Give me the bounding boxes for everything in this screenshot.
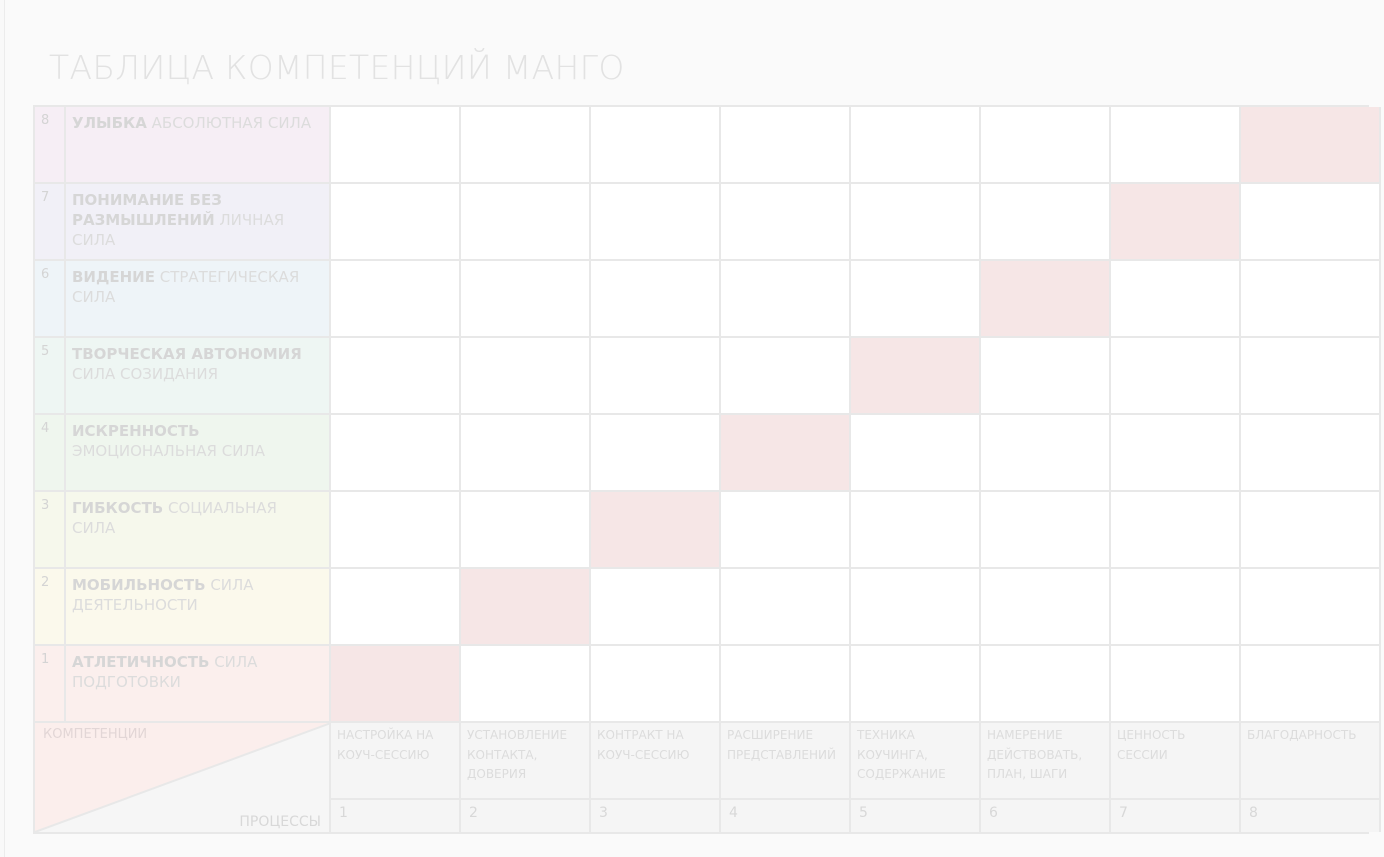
- competency-number: 7: [35, 184, 66, 261]
- process-number: 3: [591, 800, 721, 832]
- matrix-cell: [461, 569, 591, 646]
- competency-number: 2: [35, 569, 66, 646]
- competency-subtitle: СИЛА СОЗИДАНИЯ: [72, 365, 219, 383]
- process-label: НАМЕРЕНИЕ ДЕЙСТВОВАТЬ, ПЛАН, ШАГИ: [981, 723, 1111, 800]
- matrix-cell: [981, 569, 1111, 646]
- matrix-cell: [331, 261, 461, 338]
- matrix-cell: [721, 646, 851, 723]
- matrix-cell: [331, 415, 461, 492]
- competency-label: [66, 569, 331, 646]
- competency-label: [66, 261, 331, 338]
- matrix-cell: [851, 415, 981, 492]
- competency-label: [66, 415, 331, 492]
- page: [4, 0, 1384, 857]
- matrix-cell: [721, 569, 851, 646]
- competency-name: МОБИЛЬНОСТЬ: [72, 576, 206, 594]
- matrix-cell: [591, 569, 721, 646]
- competency-subtitle: ЛИЧНАЯ СИЛА: [72, 211, 285, 249]
- matrix-cell: [591, 184, 721, 261]
- matrix-cell: [1241, 261, 1381, 338]
- matrix-cell: [461, 646, 591, 723]
- matrix-cell: [981, 261, 1111, 338]
- competency-name: ПОНИМАНИЕ БЕЗ РАЗМЫШЛЕНИЙ: [72, 191, 222, 229]
- matrix-cell: [1241, 184, 1381, 261]
- matrix-cell: [1241, 338, 1381, 415]
- process-label: БЛАГОДАРНОСТЬ: [1241, 723, 1381, 800]
- table-corner: [35, 723, 331, 832]
- matrix-cell: [851, 646, 981, 723]
- competency-subtitle: СИЛА ПОДГОТОВКИ: [72, 653, 258, 691]
- matrix-cell: [331, 569, 461, 646]
- competency-number: 1: [35, 646, 66, 723]
- competency-label: [66, 338, 331, 415]
- competency-name: ТВОРЧЕСКАЯ АВТОНОМИЯ: [72, 345, 302, 363]
- matrix-cell: [851, 569, 981, 646]
- competency-label: [66, 107, 331, 184]
- matrix-cell: [1111, 492, 1241, 569]
- matrix-cell: [851, 261, 981, 338]
- competency-label: [66, 184, 331, 261]
- process-number: 6: [981, 800, 1111, 832]
- matrix-cell: [591, 646, 721, 723]
- matrix-cell: [851, 184, 981, 261]
- competency-subtitle: СТРАТЕГИЧЕСКАЯ СИЛА: [72, 268, 300, 306]
- competency-number: 3: [35, 492, 66, 569]
- process-label: НАСТРОЙКА НА КОУЧ-СЕССИЮ: [331, 723, 461, 800]
- competency-subtitle: АБСОЛЮТНАЯ СИЛА: [146, 114, 312, 132]
- matrix-cell: [591, 338, 721, 415]
- competency-number: 4: [35, 415, 66, 492]
- matrix-cell: [981, 184, 1111, 261]
- matrix-cell: [981, 415, 1111, 492]
- matrix-cell: [1241, 646, 1381, 723]
- matrix-cell: [1241, 569, 1381, 646]
- matrix-cell: [1241, 492, 1381, 569]
- matrix-cell: [981, 338, 1111, 415]
- process-number: 7: [1111, 800, 1241, 832]
- matrix-cell: [591, 107, 721, 184]
- matrix-cell: [1111, 338, 1241, 415]
- matrix-cell: [331, 107, 461, 184]
- matrix-cell: [591, 415, 721, 492]
- matrix-cell: [721, 261, 851, 338]
- competency-label: [66, 646, 331, 723]
- matrix-cell: [851, 107, 981, 184]
- competency-name: АТЛЕТИЧНОСТЬ: [72, 653, 210, 671]
- process-number: 2: [461, 800, 591, 832]
- process-number: 1: [331, 800, 461, 832]
- competency-name: ВИДЕНИЕ: [72, 268, 155, 286]
- matrix-cell: [591, 261, 721, 338]
- matrix-cell: [721, 184, 851, 261]
- matrix-cell: [721, 492, 851, 569]
- matrix-cell: [1111, 569, 1241, 646]
- matrix-cell: [591, 492, 721, 569]
- process-label: РАСШИРЕНИЕ ПРЕДСТАВЛЕНИЙ: [721, 723, 851, 800]
- process-label: УСТАНОВЛЕНИЕ КОНТАКТА, ДОВЕРИЯ: [461, 723, 591, 800]
- processes-axis-label: ПРОЦЕССЫ: [239, 814, 321, 830]
- matrix-cell: [851, 492, 981, 569]
- matrix-cell: [1111, 646, 1241, 723]
- process-label: ЦЕННОСТЬ СЕССИИ: [1111, 723, 1241, 800]
- competency-table: [33, 105, 1369, 834]
- competency-subtitle: ЭМОЦИОНАЛЬНАЯ СИЛА: [72, 442, 265, 460]
- matrix-cell: [1111, 261, 1241, 338]
- matrix-cell: [461, 415, 591, 492]
- matrix-cell: [981, 107, 1111, 184]
- process-number: 5: [851, 800, 981, 832]
- matrix-cell: [331, 338, 461, 415]
- process-label: ТЕХНИКА КОУЧИНГА, СОДЕРЖАНИЕ: [851, 723, 981, 800]
- matrix-cell: [1241, 107, 1381, 184]
- page-title: ТАБЛИЦА КОМПЕТЕНЦИЙ МАНГО: [49, 48, 625, 87]
- matrix-cell: [721, 338, 851, 415]
- matrix-cell: [461, 492, 591, 569]
- competency-subtitle: СОЦИАЛЬНАЯ СИЛА: [72, 499, 277, 537]
- competency-number: 5: [35, 338, 66, 415]
- matrix-cell: [461, 184, 591, 261]
- matrix-cell: [721, 415, 851, 492]
- matrix-cell: [981, 646, 1111, 723]
- matrix-cell: [1111, 107, 1241, 184]
- matrix-cell: [1111, 184, 1241, 261]
- matrix-cell: [851, 338, 981, 415]
- matrix-cell: [461, 338, 591, 415]
- competency-name: ГИБКОСТЬ: [72, 499, 164, 517]
- matrix-cell: [1111, 415, 1241, 492]
- matrix-cell: [331, 492, 461, 569]
- matrix-cell: [461, 261, 591, 338]
- matrix-cell: [721, 107, 851, 184]
- competency-number: 6: [35, 261, 66, 338]
- competency-name: ИСКРЕННОСТЬ: [72, 422, 200, 440]
- process-number: 4: [721, 800, 851, 832]
- matrix-cell: [1241, 415, 1381, 492]
- matrix-cell: [461, 107, 591, 184]
- competency-name: УЛЫБКА: [72, 114, 147, 132]
- matrix-cell: [331, 184, 461, 261]
- competency-subtitle: СИЛА ДЕЯТЕЛЬНОСТИ: [72, 576, 254, 614]
- matrix-cell: [331, 646, 461, 723]
- process-label: КОНТРАКТ НА КОУЧ-СЕССИЮ: [591, 723, 721, 800]
- matrix-cell: [981, 492, 1111, 569]
- competencies-axis-label: КОМПЕТЕНЦИИ: [43, 727, 148, 742]
- process-number: 8: [1241, 800, 1381, 832]
- competency-label: [66, 492, 331, 569]
- competency-number: 8: [35, 107, 66, 184]
